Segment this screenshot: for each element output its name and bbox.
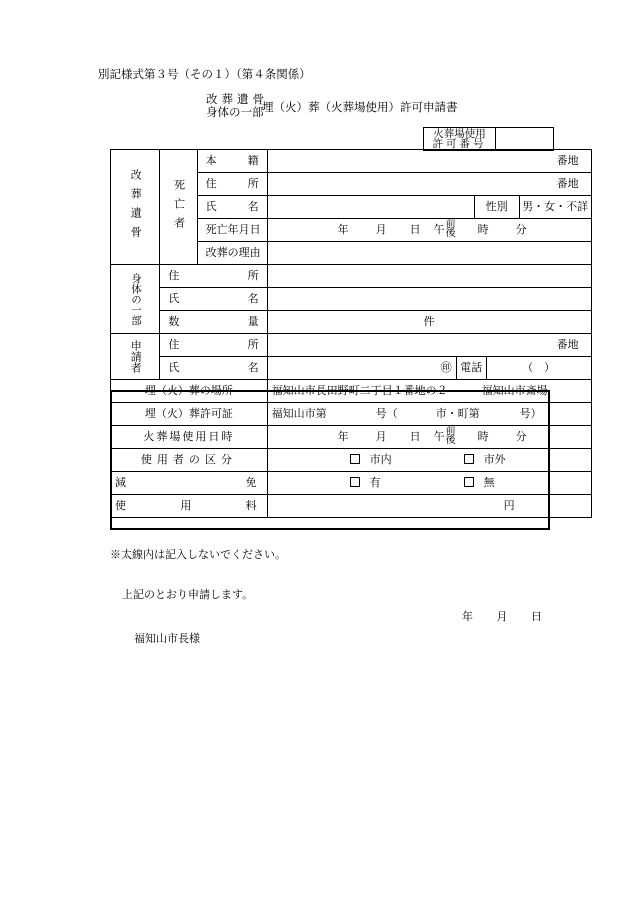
reason-field[interactable] xyxy=(267,242,591,265)
permit-number-box xyxy=(423,127,554,151)
deceased-name-field[interactable] xyxy=(267,196,474,219)
applicant-address-label: 住 所 xyxy=(160,334,267,357)
note-text: ※太線内は記入しないでください。 xyxy=(110,548,286,561)
title-line-kaiso: 改葬遺骨 xyxy=(206,92,268,106)
fee-label: 使 用 料 xyxy=(111,495,268,518)
applicant-address-field[interactable]: 番地 xyxy=(267,334,591,357)
reason-label: 改葬の理由 xyxy=(197,242,267,265)
burial-place-label: 埋（火）葬の場所 xyxy=(111,380,268,403)
body-address-field[interactable] xyxy=(267,265,591,288)
kaiso-group-label: 改葬遺骨 xyxy=(111,150,160,265)
applicant-name-label: 氏 名 xyxy=(160,357,267,380)
sex-label: 性別 xyxy=(474,196,519,219)
application-table xyxy=(110,149,592,518)
usage-datetime-label: 火葬場使用日時 xyxy=(111,426,268,449)
usage-datetime-field[interactable]: 年 月 日 午 前 後 時 分 xyxy=(267,426,591,449)
applicant-group-label: 申請者 xyxy=(111,334,160,380)
permit-cert-label: 埋（火）葬許可証 xyxy=(111,403,268,426)
permit-number-label: 火葬場使用 許可番号 xyxy=(424,128,496,151)
shimei-label: 氏 名 xyxy=(197,196,267,219)
honseki-field[interactable]: 番地 xyxy=(267,150,591,173)
body-name-field[interactable] xyxy=(267,288,591,311)
document-title xyxy=(206,93,506,123)
exemption-label: 減 免 xyxy=(111,472,268,495)
death-date-label: 死亡年月日 xyxy=(197,219,267,242)
applicant-name-field[interactable]: ㊞ xyxy=(267,357,456,380)
deceased-group-label: 死亡者 xyxy=(160,150,197,265)
permit-cert-field[interactable]: 福知山市第 号（ 市・町第 号） xyxy=(267,403,591,426)
user-category-label: 使用者の区分 xyxy=(111,449,268,472)
application-date: 年 月 日 xyxy=(462,610,542,623)
burial-place-value: 福知山市長田野町二丁目１番地の２ 福知山市斎場 xyxy=(267,380,591,403)
body-address-label: 住 所 xyxy=(160,265,267,288)
quantity-label: 数 量 xyxy=(160,311,267,334)
permit-number-field[interactable] xyxy=(496,128,554,151)
phone-label: 電話 xyxy=(456,357,486,380)
quantity-field[interactable]: 件 xyxy=(267,311,591,334)
title-main: 埋（火）葬（火葬場使用）許可申請書 xyxy=(262,100,458,114)
application-statement: 上記のとおり申請します。 xyxy=(122,588,254,601)
title-line-body: 身体の一部 xyxy=(206,105,264,119)
honseki-label: 本 籍 xyxy=(197,150,267,173)
phone-field[interactable]: （ ） xyxy=(486,357,591,380)
form-reference: 別記様式第３号（その１）（第４条関係） xyxy=(98,67,311,81)
user-category-field: 市内 市外 xyxy=(267,449,591,472)
death-date-field[interactable]: 年 月 日 午 前 後 時 分 xyxy=(267,219,591,242)
deceased-address-field[interactable]: 番地 xyxy=(267,173,591,196)
fee-field[interactable]: 円 xyxy=(267,495,591,518)
jusho-label: 住 所 xyxy=(197,173,267,196)
sex-options[interactable]: 男・女・不詳 xyxy=(519,196,591,219)
exemption-field: 有 無 xyxy=(267,472,591,495)
body-part-group-label: 身体の一部 xyxy=(111,265,160,334)
addressee: 福知山市長様 xyxy=(134,632,200,645)
body-name-label: 氏 名 xyxy=(160,288,267,311)
